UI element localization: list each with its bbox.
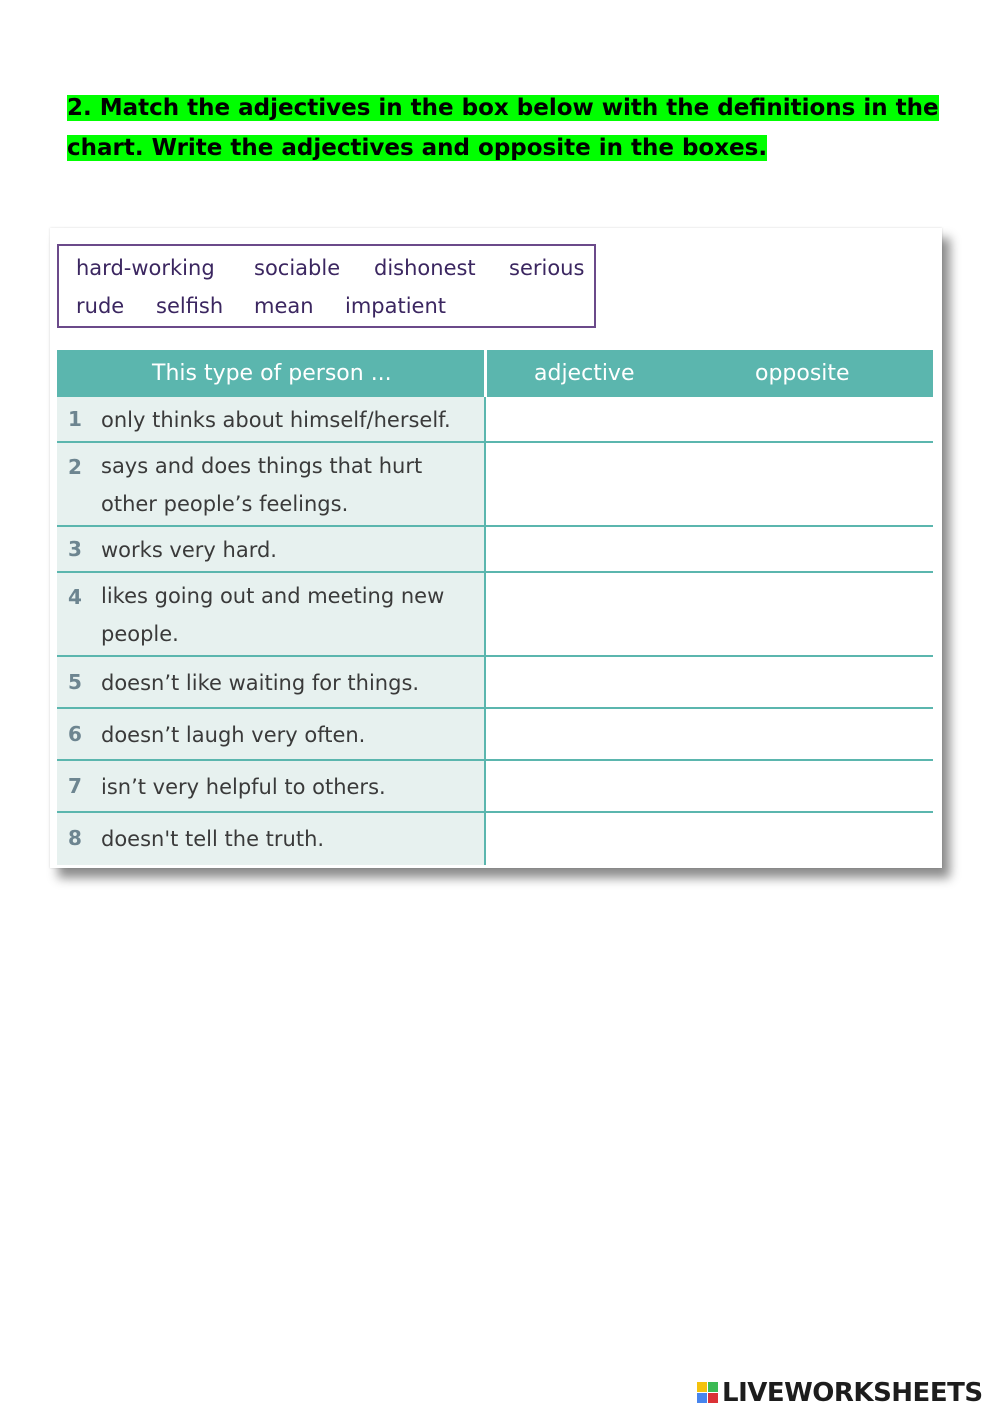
- exercise-card: [50, 228, 942, 868]
- word-impatient: impatient: [345, 294, 447, 318]
- header-opposite: opposite: [755, 361, 850, 386]
- row-definition: doesn't tell the truth.: [101, 827, 325, 851]
- word-box: [57, 244, 596, 328]
- row-definition: says and does things that hurt other people’s feelings.: [101, 454, 423, 516]
- row-definition: likes going out and meeting new people.: [101, 584, 445, 646]
- table-row: [57, 527, 933, 573]
- table-row: [57, 443, 933, 527]
- word-sociable: sociable: [254, 256, 341, 280]
- row-definition: doesn’t like waiting for things.: [101, 671, 420, 695]
- row-number: 5: [68, 670, 82, 694]
- table-header: [57, 350, 933, 397]
- instruction-line-2: chart. Write the adjectives and opposite in the boxes.: [67, 135, 768, 161]
- header-separator: [484, 350, 487, 397]
- instruction-text: [67, 88, 947, 168]
- row-number: 8: [68, 826, 82, 850]
- table-row: [57, 813, 933, 865]
- table-row: [57, 709, 933, 761]
- word-hard-working: hard-working: [76, 256, 215, 280]
- word-mean: mean: [254, 294, 314, 318]
- row-number: 4: [68, 585, 82, 609]
- row-definition: only thinks about himself/herself.: [101, 408, 451, 432]
- row-number: 2: [68, 455, 82, 479]
- table-row: [57, 657, 933, 709]
- table-row: [57, 761, 933, 813]
- row-number: 6: [68, 722, 82, 746]
- header-definition: This type of person ...: [152, 361, 392, 386]
- row-number: 3: [68, 537, 82, 561]
- liveworksheets-watermark: [697, 1378, 983, 1408]
- table-row: [57, 397, 933, 443]
- table-row: [57, 573, 933, 657]
- row-definition: doesn’t laugh very often.: [101, 723, 366, 747]
- row-number: 1: [68, 407, 82, 431]
- watermark-text: LIVEWORKSHEETS: [722, 1378, 983, 1408]
- word-selfish: selfish: [156, 294, 224, 318]
- word-dishonest: dishonest: [374, 256, 476, 280]
- word-serious: serious: [509, 256, 585, 280]
- instruction-line-1: 2. Match the adjectives in the box below with the definitions in the: [67, 95, 939, 121]
- row-definition: isn’t very helpful to others.: [101, 775, 386, 799]
- liveworksheets-logo-icon: [697, 1382, 719, 1404]
- header-adjective: adjective: [534, 361, 635, 386]
- row-number: 7: [68, 774, 82, 798]
- row-definition: works very hard.: [101, 538, 277, 562]
- word-rude: rude: [76, 294, 125, 318]
- definitions-table: [57, 350, 933, 865]
